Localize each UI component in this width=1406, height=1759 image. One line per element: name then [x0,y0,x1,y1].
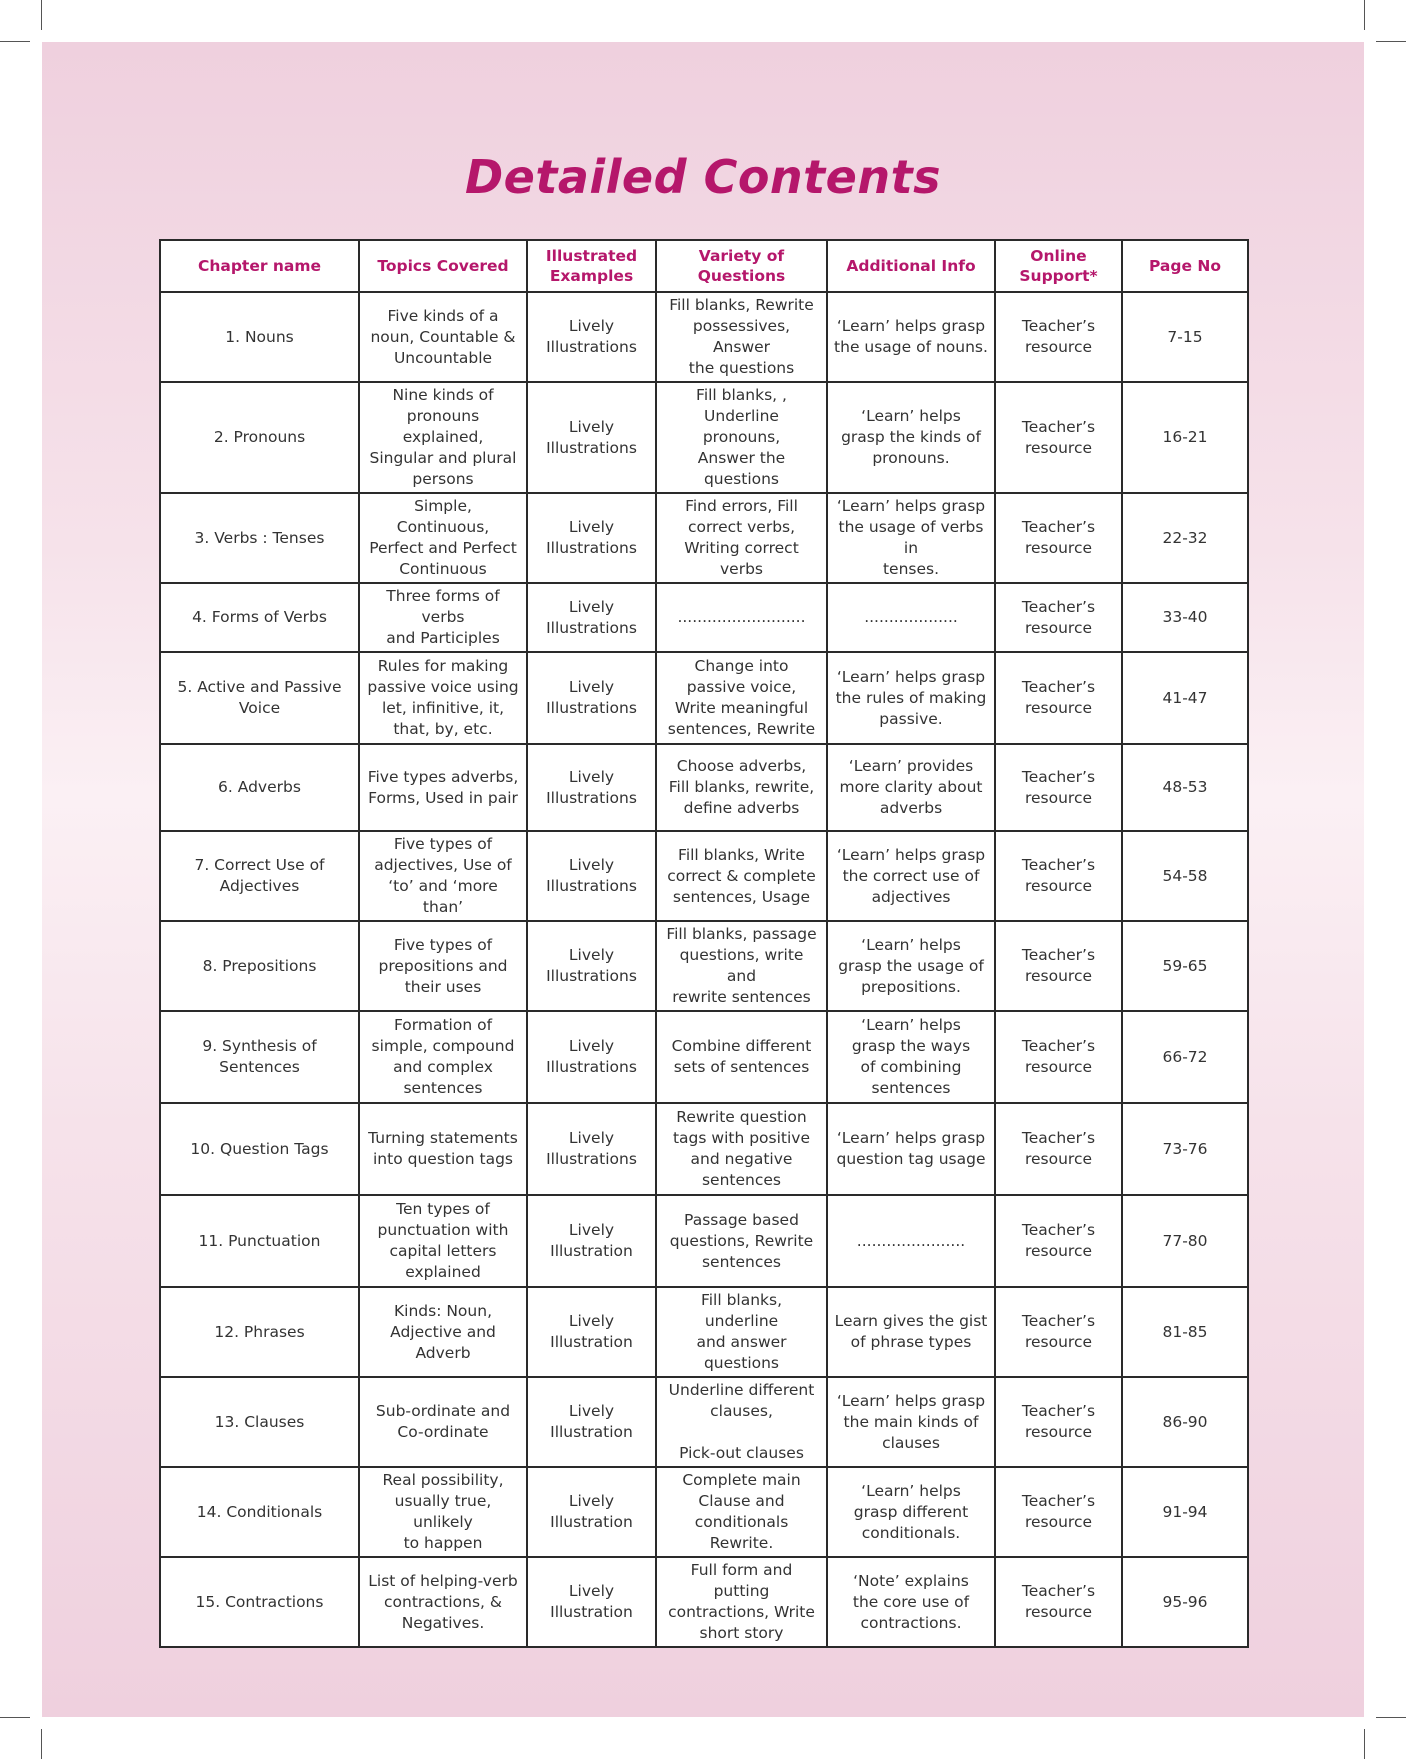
cell-info: ‘Learn’ helps grasp different conditionals. [827,1467,995,1557]
table-header-row [160,240,1248,292]
cell-examples: Lively Illustration [527,1195,656,1287]
cell-chapter: 6. Adverbs [160,744,359,831]
cell-questions: Combine different sets of sentences [656,1011,827,1103]
cell-examples: Lively Illustrations [527,382,656,493]
cell-chapter: 14. Conditionals [160,1467,359,1557]
cell-examples: Lively Illustrations [527,921,656,1011]
cell-topics: Turning statements into question tags [359,1103,527,1195]
cell-support: Teacher’s resource [995,1011,1122,1103]
cell-chapter: 11. Punctuation [160,1195,359,1287]
cell-examples: Lively Illustration [527,1377,656,1467]
cell-questions: Underline different clauses, Pick-out clauses [656,1377,827,1467]
cell-support: Teacher’s resource [995,1195,1122,1287]
cell-page: 81-85 [1122,1287,1248,1377]
crop-mark [1364,1729,1365,1759]
cell-page: 91-94 [1122,1467,1248,1557]
cell-info: ‘Learn’ helps grasp the rules of making passive. [827,652,995,744]
cell-support: Teacher’s resource [995,831,1122,921]
cell-topics: Five types of prepositions and their uses [359,921,527,1011]
header-online-support: Online Support* [995,240,1122,292]
table-row [160,744,1248,831]
cell-chapter: 7. Correct Use of Adjectives [160,831,359,921]
crop-mark [0,41,30,42]
cell-topics: Real possibility, usually true, unlikely to happen [359,1467,527,1557]
cell-support: Teacher’s resource [995,1467,1122,1557]
cell-questions: Fill blanks, Write correct & complete sentences, Usage [656,831,827,921]
table-row [160,1557,1248,1647]
cell-chapter: 3. Verbs : Tenses [160,493,359,583]
crop-mark [1376,41,1406,42]
cell-topics: Rules for making passive voice using let, infinitive, it, that, by, etc. [359,652,527,744]
cell-info: ‘Learn’ provides more clarity about adverbs [827,744,995,831]
header-illustrated-examples: Illustrated Examples [527,240,656,292]
cell-support: Teacher’s resource [995,1377,1122,1467]
table-row [160,652,1248,744]
cell-page: 48-53 [1122,744,1248,831]
header-additional-info: Additional Info [827,240,995,292]
cell-questions: Full form and putting contractions, Write short story [656,1557,827,1647]
table-row [160,382,1248,493]
cell-topics: Simple, Continuous, Perfect and Perfect Continuous [359,493,527,583]
cell-support: Teacher’s resource [995,652,1122,744]
cell-page: 73-76 [1122,1103,1248,1195]
page-title: Detailed Contents [464,150,941,204]
cell-page: 33-40 [1122,583,1248,652]
table-row [160,1011,1248,1103]
table-row [160,1377,1248,1467]
cell-topics: Formation of simple, compound and complex sentences [359,1011,527,1103]
crop-mark [1376,1717,1406,1718]
cell-topics: Nine kinds of pronouns explained, Singular and plural persons [359,382,527,493]
crop-mark [41,1729,42,1759]
cell-chapter: 9. Synthesis of Sentences [160,1011,359,1103]
cell-examples: Lively Illustrations [527,1011,656,1103]
cell-questions: Change into passive voice, Write meaningful sentences, Rewrite [656,652,827,744]
cell-support: Teacher’s resource [995,1287,1122,1377]
cell-questions: Fill blanks, Rewrite possessives, Answer the questions [656,292,827,382]
cell-questions: Choose adverbs, Fill blanks, rewrite, define adverbs [656,744,827,831]
cell-chapter: 13. Clauses [160,1377,359,1467]
cell-support: Teacher’s resource [995,583,1122,652]
cell-info: ‘Learn’ helps grasp the main kinds of clauses [827,1377,995,1467]
cell-chapter: 12. Phrases [160,1287,359,1377]
cell-info: ‘Learn’ helps grasp the usage of prepositions. [827,921,995,1011]
cell-support: Teacher’s resource [995,1557,1122,1647]
cell-examples: Lively Illustration [527,1287,656,1377]
cell-examples: Lively Illustrations [527,292,656,382]
cell-questions: Complete main Clause and conditionals Rewrite. [656,1467,827,1557]
cell-topics: List of helping-verb contractions, & Negatives. [359,1557,527,1647]
cell-examples: Lively Illustrations [527,1103,656,1195]
cell-info: ‘Learn’ helps grasp the kinds of pronouns. [827,382,995,493]
cell-info: ‘Learn’ helps grasp the usage of verbs in tenses. [827,493,995,583]
cell-info: Learn gives the gist of phrase types [827,1287,995,1377]
cell-topics: Kinds: Noun, Adjective and Adverb [359,1287,527,1377]
cell-examples: Lively Illustrations [527,831,656,921]
header-topics-covered: Topics Covered [359,240,527,292]
cell-examples: Lively Illustrations [527,583,656,652]
cell-page: 86-90 [1122,1377,1248,1467]
cell-chapter: 4. Forms of Verbs [160,583,359,652]
table-row [160,1103,1248,1195]
cell-questions: Passage based questions, Rewrite sentences [656,1195,827,1287]
cell-chapter: 2. Pronouns [160,382,359,493]
crop-mark [0,1717,30,1718]
cell-info: ‘Learn’ helps grasp the ways of combining sentences [827,1011,995,1103]
cell-questions: Fill blanks, underline and answer questions [656,1287,827,1377]
table-row [160,1195,1248,1287]
cell-support: Teacher’s resource [995,493,1122,583]
cell-questions: Fill blanks, , Underline pronouns, Answer the questions [656,382,827,493]
header-chapter-name: Chapter name [160,240,359,292]
cell-questions: Find errors, Fill correct verbs, Writing correct verbs [656,493,827,583]
cell-page: 59-65 [1122,921,1248,1011]
crop-mark [41,0,42,30]
cell-info: ‘Learn’ helps grasp question tag usage [827,1103,995,1195]
cell-questions: Fill blanks, passage questions, write and rewrite sentences [656,921,827,1011]
contents-table [159,239,1249,1648]
cell-topics: Ten types of punctuation with capital letters explained [359,1195,527,1287]
cell-topics: Five types adverbs, Forms, Used in pair [359,744,527,831]
cell-page: 22-32 [1122,493,1248,583]
cell-support: Teacher’s resource [995,382,1122,493]
cell-questions: Rewrite question tags with positive and negative sentences [656,1103,827,1195]
table-row [160,292,1248,382]
cell-info: ................... [827,583,995,652]
cell-info: ...................... [827,1195,995,1287]
table-row [160,1287,1248,1377]
crop-mark [1364,0,1365,30]
cell-page: 41-47 [1122,652,1248,744]
cell-page: 16-21 [1122,382,1248,493]
cell-page: 7-15 [1122,292,1248,382]
cell-topics: Sub-ordinate and Co-ordinate [359,1377,527,1467]
cell-support: Teacher’s resource [995,744,1122,831]
cell-chapter: 8. Prepositions [160,921,359,1011]
cell-examples: Lively Illustrations [527,493,656,583]
table-row [160,1467,1248,1557]
cell-examples: Lively Illustration [527,1467,656,1557]
cell-topics: Five types of adjectives, Use of ‘to’ and ‘more than’ [359,831,527,921]
cell-chapter: 15. Contractions [160,1557,359,1647]
table-row [160,831,1248,921]
table-row [160,493,1248,583]
cell-examples: Lively Illustrations [527,652,656,744]
cell-chapter: 1. Nouns [160,292,359,382]
cell-chapter: 10. Question Tags [160,1103,359,1195]
table-row [160,583,1248,652]
cell-page: 54-58 [1122,831,1248,921]
header-variety-of-questions: Variety of Questions [656,240,827,292]
header-page-no: Page No [1122,240,1248,292]
cell-info: ‘Learn’ helps grasp the correct use of adjectives [827,831,995,921]
cell-page: 95-96 [1122,1557,1248,1647]
cell-chapter: 5. Active and Passive Voice [160,652,359,744]
cell-support: Teacher’s resource [995,292,1122,382]
table-row [160,921,1248,1011]
cell-support: Teacher’s resource [995,921,1122,1011]
cell-page: 77-80 [1122,1195,1248,1287]
cell-examples: Lively Illustrations [527,744,656,831]
cell-topics: Three forms of verbs and Participles [359,583,527,652]
cell-support: Teacher’s resource [995,1103,1122,1195]
cell-info: ‘Note’ explains the core use of contractions. [827,1557,995,1647]
cell-info: ‘Learn’ helps grasp the usage of nouns. [827,292,995,382]
cell-examples: Lively Illustration [527,1557,656,1647]
cell-questions: .......................... [656,583,827,652]
cell-topics: Five kinds of a noun, Countable & Uncountable [359,292,527,382]
cell-page: 66-72 [1122,1011,1248,1103]
